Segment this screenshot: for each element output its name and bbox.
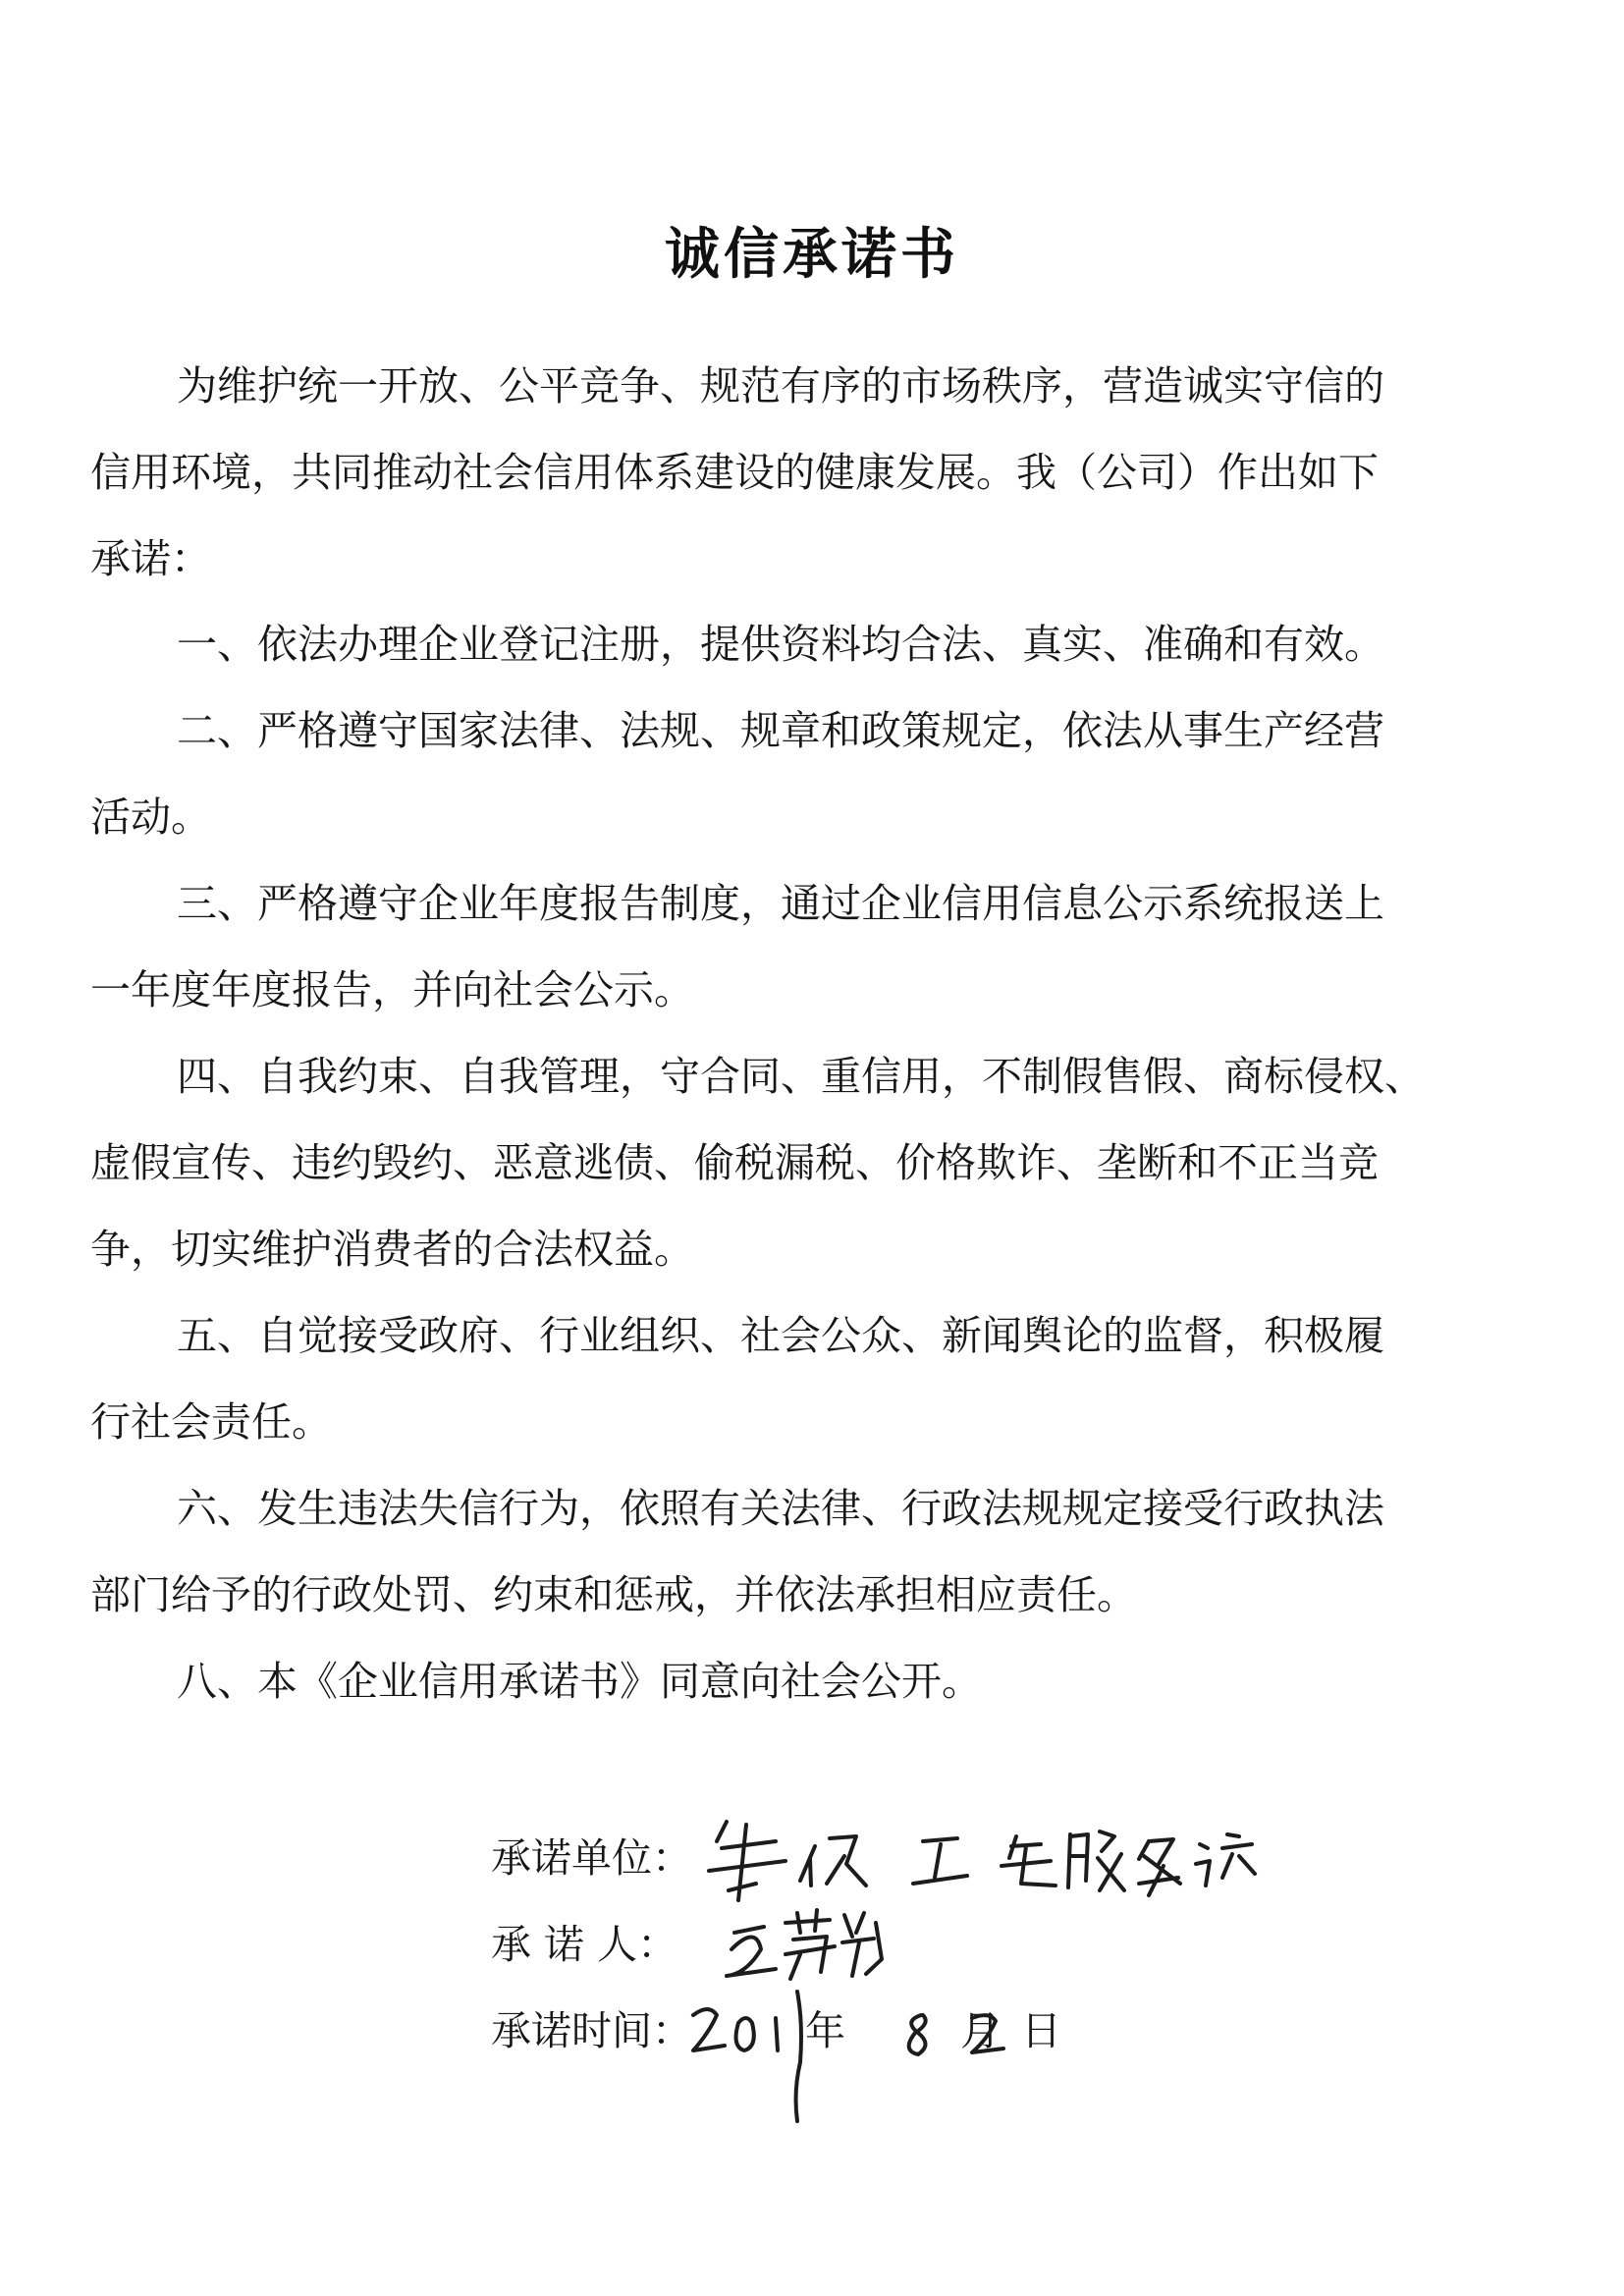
paragraph-line: 行社会责任。 — [90, 1398, 332, 1446]
person-label: 承 诺 人： — [491, 1921, 678, 1968]
date-month-unit: 月 — [960, 2007, 1001, 2054]
paragraph-line: 虚假宣传、违约毁约、恶意逃债、偷税漏税、价格欺诈、垄断和不正当竞 — [90, 1139, 1379, 1186]
handwritten-person-name — [727, 1910, 882, 1979]
paragraph-line: 承诺： — [90, 535, 211, 582]
paragraph-line: 信用环境，共同推动社会信用体系建设的健康发展。我（公司）作出如下 — [90, 449, 1379, 496]
paragraph-line: 为维护统一开放、公平竞争、规范有序的市场秩序，营造诚实守信的 — [177, 362, 1384, 410]
paragraph-line: 活动。 — [90, 793, 211, 841]
paragraph-line: 六、发生违法失信行为，依照有关法律、行政法规规定接受行政执法 — [177, 1485, 1384, 1532]
handwritten-date — [693, 1992, 1003, 2121]
handwritten-unit-name — [709, 1822, 1255, 1900]
paragraph-line: 部门给予的行政处罚、约束和惩戒，并依法承担相应责任。 — [90, 1571, 1137, 1618]
paragraph-line: 一年度年度报告，并向社会公示。 — [90, 966, 694, 1013]
date-label: 承诺时间： — [491, 2007, 692, 2054]
paragraph-line: 三、严格遵守企业年度报告制度，通过企业信用信息公示系统报送上 — [177, 880, 1384, 927]
date-year-unit: 年 — [805, 2007, 845, 2054]
date-day-unit: 日 — [1021, 2007, 1061, 2054]
document-title: 诚信承诺书 — [665, 223, 959, 287]
paragraph-line: 争，切实维护消费者的合法权益。 — [90, 1226, 694, 1273]
paragraph-line: 二、严格遵守国家法律、法规、规章和政策规定，依法从事生产经营 — [177, 707, 1384, 754]
paragraph-line: 一、依法办理企业登记注册，提供资料均合法、真实、准确和有效。 — [177, 621, 1384, 668]
paragraph-line: 五、自觉接受政府、行业组织、社会公众、新闻舆论的监督，积极履 — [177, 1312, 1384, 1359]
unit-label: 承诺单位： — [491, 1834, 692, 1882]
paragraph-line: 八、本《企业信用承诺书》同意向社会公开。 — [177, 1658, 982, 1705]
paragraph-line: 四、自我约束、自我管理，守合同、重信用，不制假售假、商标侵权、 — [177, 1053, 1425, 1100]
